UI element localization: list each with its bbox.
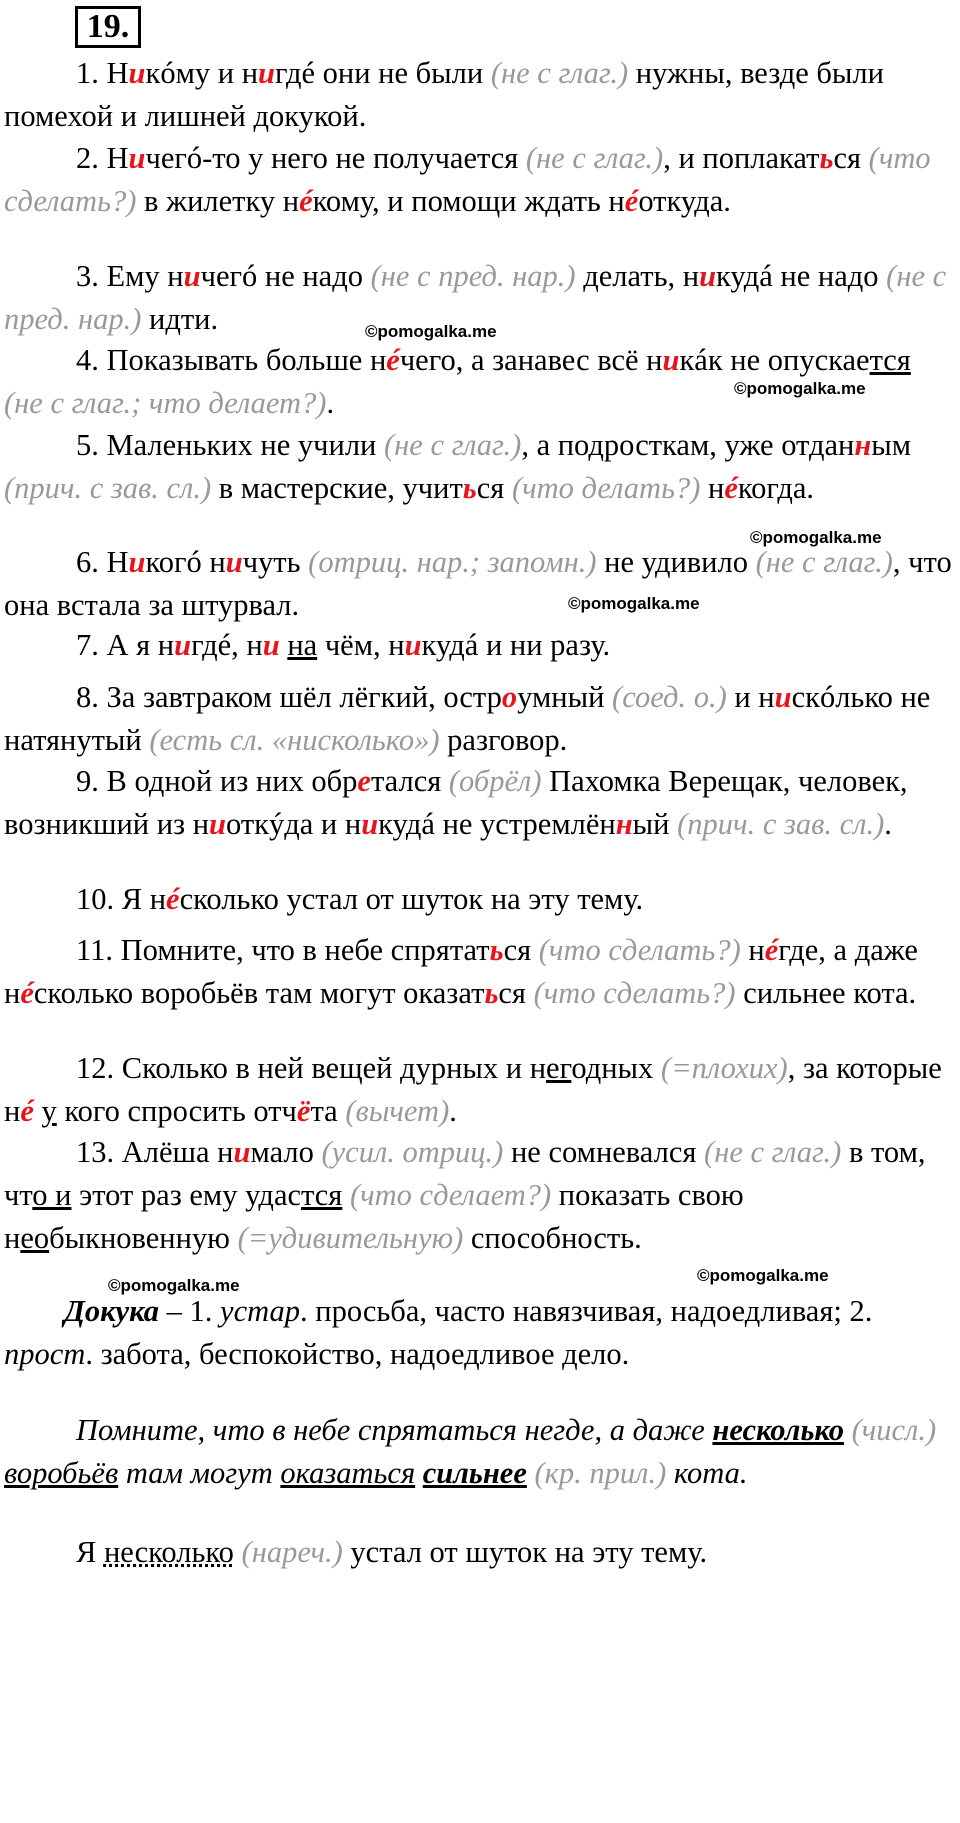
watermark: ©pomogalka.me <box>365 322 497 341</box>
grammar-note: (отриц. нар.; запомн.) <box>308 545 597 579</box>
grammar-note: (не с глаг.) <box>490 56 629 90</box>
analysis-sentence-1 <box>4 1409 956 1495</box>
text-segment: сколько устал от шуток на эту тему. <box>179 882 644 916</box>
sentence-number: 11. <box>76 933 121 967</box>
watermark: ©pomogalka.me <box>734 379 866 398</box>
watermark: ©pomogalka.me <box>697 1266 829 1285</box>
sentence-13 <box>4 1131 956 1260</box>
text-segment <box>527 1456 535 1490</box>
text-segment: о и <box>32 1178 72 1212</box>
sentence-number: 13. <box>76 1135 122 1169</box>
text-segment: оказаться <box>280 1456 416 1490</box>
highlighted-letter: ь <box>462 471 477 505</box>
grammar-note: (не с глаг.) <box>704 1135 842 1169</box>
sentence-1 <box>4 52 956 138</box>
highlighted-letter: и <box>774 680 792 714</box>
highlighted-letter: é <box>20 1094 34 1128</box>
highlighted-letter: é <box>386 343 400 377</box>
grammar-note: (нареч.) <box>241 1535 343 1569</box>
text-segment: чегó не надо <box>200 259 371 293</box>
highlighted-letter: ь <box>484 976 499 1010</box>
sentence-number: 1. <box>76 56 107 90</box>
grammar-note: (обрёл) <box>448 764 542 798</box>
text-segment: та <box>310 1094 346 1128</box>
sentence-10 <box>4 878 956 921</box>
grammar-note: (прич. с зав. сл.) <box>677 807 885 841</box>
text-segment: – 1. <box>159 1294 221 1328</box>
text-segment: устал от шуток на эту тему. <box>342 1535 708 1569</box>
text-segment: и н <box>726 680 775 714</box>
sentence-number: 7. <box>76 628 107 662</box>
highlighted-letter: и <box>699 259 717 293</box>
text-segment: в мастерские, учит <box>211 471 463 505</box>
text-segment: кóму и н <box>145 56 259 90</box>
text-segment: чего, а занавес всё н <box>399 343 663 377</box>
text-segment: . забота, беспокойство, надоедливое дело. <box>85 1337 630 1371</box>
text-segment: ым <box>871 428 912 462</box>
text-segment: Ему н <box>106 259 184 293</box>
highlighted-letter: и <box>128 545 146 579</box>
highlighted-letter: и <box>183 259 201 293</box>
text-segment: ег <box>546 1051 572 1085</box>
sentence-7 <box>4 624 956 667</box>
text-segment: разговор. <box>439 723 568 757</box>
grammar-note: (не с пред. нар.) <box>370 259 576 293</box>
grammar-note: (что сделать?) <box>538 933 741 967</box>
text-segment: чуть <box>242 545 309 579</box>
grammar-note: (=удивительную) <box>237 1221 464 1255</box>
sentence-number: 4. <box>76 343 107 377</box>
highlighted-letter: и <box>258 56 275 90</box>
highlighted-letter: é <box>764 933 779 967</box>
text-segment: А я н <box>106 628 175 662</box>
definition-dokuka <box>4 1290 956 1376</box>
highlighted-letter: и <box>361 807 379 841</box>
highlighted-letter: и <box>128 141 146 175</box>
grammar-note: (не с глаг.) <box>384 428 522 462</box>
text-segment: кого спросить отч <box>56 1094 297 1128</box>
grammar-note: (не с глаг.) <box>525 141 664 175</box>
text-segment: несколько <box>712 1413 844 1447</box>
text-segment: тался <box>370 764 449 798</box>
text-segment: . просьба, часто навязчивая, надоедливая; 2. <box>300 1294 873 1328</box>
text-segment: откуда. <box>638 184 731 218</box>
text-segment: За завтраком шёл лёгкий, остр <box>106 680 502 714</box>
text-segment: устар <box>220 1294 301 1328</box>
highlighted-letter: и <box>233 1135 251 1169</box>
text-segment <box>415 1456 423 1490</box>
highlighted-letter: ё <box>296 1094 311 1128</box>
text-segment: откýда и н <box>226 807 362 841</box>
highlighted-letter: ь <box>819 141 834 175</box>
text-segment: н <box>700 471 725 505</box>
text-segment: чём, н <box>317 628 405 662</box>
text-segment: , что она встала за штурвал. <box>4 545 952 622</box>
highlighted-letter: н <box>854 428 872 462</box>
grammar-note: (числ.) <box>851 1413 937 1447</box>
highlighted-letter: ь <box>489 933 504 967</box>
grammar-note: (не с пред. нар.) <box>4 259 947 336</box>
analysis-sentence-2 <box>4 1531 956 1574</box>
grammar-note: (что сделать?) <box>4 141 931 218</box>
text-segment: в том, чт <box>4 1135 926 1212</box>
grammar-note: (=плохих) <box>660 1051 788 1085</box>
text-segment: скóлько не натянутый <box>4 680 931 757</box>
grammar-note: (не с глаг.) <box>755 545 893 579</box>
text-segment: Н <box>106 545 129 579</box>
text-segment: воробьёв <box>4 1456 119 1490</box>
sentence-number: 12. <box>76 1051 122 1085</box>
sentence-2 <box>4 137 956 223</box>
text-segment: на <box>287 628 318 662</box>
text-segment: Н <box>106 56 129 90</box>
text-segment: сильнее <box>422 1456 527 1490</box>
highlighted-letter: и <box>262 628 280 662</box>
text-segment: показать свою н <box>4 1178 744 1255</box>
text-segment: способность. <box>463 1221 642 1255</box>
text-segment: тся <box>869 343 911 377</box>
text-segment: . <box>326 386 335 420</box>
text-segment: Я н <box>121 882 167 916</box>
highlighted-letter: и <box>174 628 192 662</box>
text-segment: ый <box>632 807 678 841</box>
watermark: ©pomogalka.me <box>568 594 700 613</box>
text-segment: Н <box>106 141 129 175</box>
highlighted-letter: é <box>624 184 639 218</box>
text-segment: Алёша н <box>121 1135 234 1169</box>
text-segment: делать, н <box>575 259 700 293</box>
text-segment: ео <box>20 1221 50 1255</box>
sentence-number: 2. <box>76 141 107 175</box>
text-segment: сильнее кота. <box>735 976 917 1010</box>
text-segment: сколько воробьёв там могут оказат <box>33 976 485 1010</box>
sentence-number: 6. <box>76 545 107 579</box>
text-segment: , за которые н <box>4 1051 942 1128</box>
text-segment: , а подросткам, уже отдан <box>521 428 855 462</box>
sentence-number: 9. <box>76 764 107 798</box>
text-segment: В одной из них обр <box>106 764 358 798</box>
sentence-number: 10. <box>76 882 122 916</box>
text-segment: Пахомка Верещак, человек, возникший из н <box>4 764 908 841</box>
text-segment: Помните, что в небе спрятаться негде, а даже <box>76 1413 713 1447</box>
grammar-note: (соед. о.) <box>612 680 727 714</box>
text-segment: умный <box>517 680 613 714</box>
watermark: ©pomogalka.me <box>108 1276 240 1295</box>
grammar-note: (кр. прил.) <box>534 1456 667 1490</box>
text-segment: в жилетку н <box>136 184 300 218</box>
grammar-note: (есть сл. «нисколько») <box>149 723 440 757</box>
text-segment: несколько <box>103 1535 234 1569</box>
text-segment: где, а даже н <box>4 933 918 1010</box>
text-segment: прост <box>4 1337 86 1371</box>
text-segment: быкновенную <box>49 1221 238 1255</box>
text-segment: ся <box>476 471 512 505</box>
highlighted-letter: и <box>128 56 146 90</box>
text-segment: , и поплакат <box>663 141 820 175</box>
text-segment: Я <box>76 1535 104 1569</box>
text-segment: чегó-то у него не получается <box>145 141 526 175</box>
highlighted-letter: и <box>662 343 680 377</box>
text-segment: . <box>884 807 892 841</box>
text-segment: . <box>449 1094 457 1128</box>
text-segment: у <box>41 1094 57 1128</box>
text-segment: когда. <box>737 471 815 505</box>
sentence-12 <box>4 1047 956 1133</box>
grammar-note: (что сделать?) <box>533 976 736 1010</box>
text-segment: кудá не надо <box>716 259 887 293</box>
text-segment <box>844 1413 852 1447</box>
text-segment: ся <box>503 933 539 967</box>
sentence-number: 5. <box>76 428 107 462</box>
text-segment: одных <box>571 1051 661 1085</box>
grammar-note: (не с глаг.; что делает?) <box>4 386 327 420</box>
sentence-number: 3. <box>76 259 107 293</box>
task-number-box: 19. <box>75 6 141 48</box>
sentence-8 <box>4 676 956 762</box>
highlighted-letter: и <box>225 545 243 579</box>
text-segment: там могут <box>118 1456 281 1490</box>
grammar-note: (что делать?) <box>511 471 701 505</box>
text-segment: когó н <box>145 545 226 579</box>
text-segment: кота. <box>666 1456 748 1490</box>
text-segment: гдé, н <box>191 628 263 662</box>
highlighted-letter: é <box>166 882 180 916</box>
text-segment: идти. <box>141 302 219 336</box>
text-segment: ся <box>833 141 869 175</box>
sentence-11 <box>4 929 956 1015</box>
sentence-9 <box>4 760 956 846</box>
text-segment: Докука <box>64 1294 160 1328</box>
grammar-note: (усил. отриц.) <box>321 1135 504 1169</box>
sentence-number: 8. <box>76 680 107 714</box>
text-segment: этот раз ему удас <box>71 1178 302 1212</box>
text-segment: Маленьких не учили <box>106 428 384 462</box>
text-segment: нужны, везде были помехой и лишней докукой. <box>4 56 884 133</box>
grammar-note: (вычет) <box>345 1094 450 1128</box>
grammar-note: (прич. с зав. сл.) <box>4 471 212 505</box>
text-segment: тся <box>301 1178 343 1212</box>
text-segment: Сколько в ней вещей дурных и н <box>121 1051 547 1085</box>
highlighted-letter: é <box>20 976 34 1010</box>
text-segment: ся <box>498 976 534 1010</box>
sentence-6 <box>4 541 956 627</box>
text-segment: гдé они не был <box>274 56 467 90</box>
highlighted-letter: н <box>615 807 633 841</box>
text-segment: кудá и ни разу. <box>421 628 611 662</box>
highlighted-letter: и <box>404 628 422 662</box>
text-segment <box>342 1178 350 1212</box>
text-segment <box>234 1535 242 1569</box>
text-segment: н <box>740 933 765 967</box>
watermark: ©pomogalka.me <box>750 528 882 547</box>
highlighted-letter: и <box>209 807 226 841</box>
text-segment: мало <box>250 1135 322 1169</box>
text-segment: кáк не опускае <box>679 343 870 377</box>
highlighted-letter: é <box>724 471 738 505</box>
text-segment: кудá не устремлён <box>378 807 616 841</box>
highlighted-letter: е <box>357 764 371 798</box>
grammar-note: (что сделает?) <box>349 1178 552 1212</box>
highlighted-letter: é <box>299 184 313 218</box>
text-segment: и <box>466 56 491 90</box>
text-segment: кому, и помощи ждать н <box>312 184 625 218</box>
highlighted-letter: о <box>501 680 518 714</box>
text-segment: не сомневался <box>503 1135 705 1169</box>
text-segment: Показывать больше н <box>106 343 387 377</box>
text-segment: Помните, что в небе спрятат <box>120 933 490 967</box>
text-segment: не удивило <box>596 545 756 579</box>
sentence-5 <box>4 424 956 510</box>
text-segment <box>34 1094 42 1128</box>
